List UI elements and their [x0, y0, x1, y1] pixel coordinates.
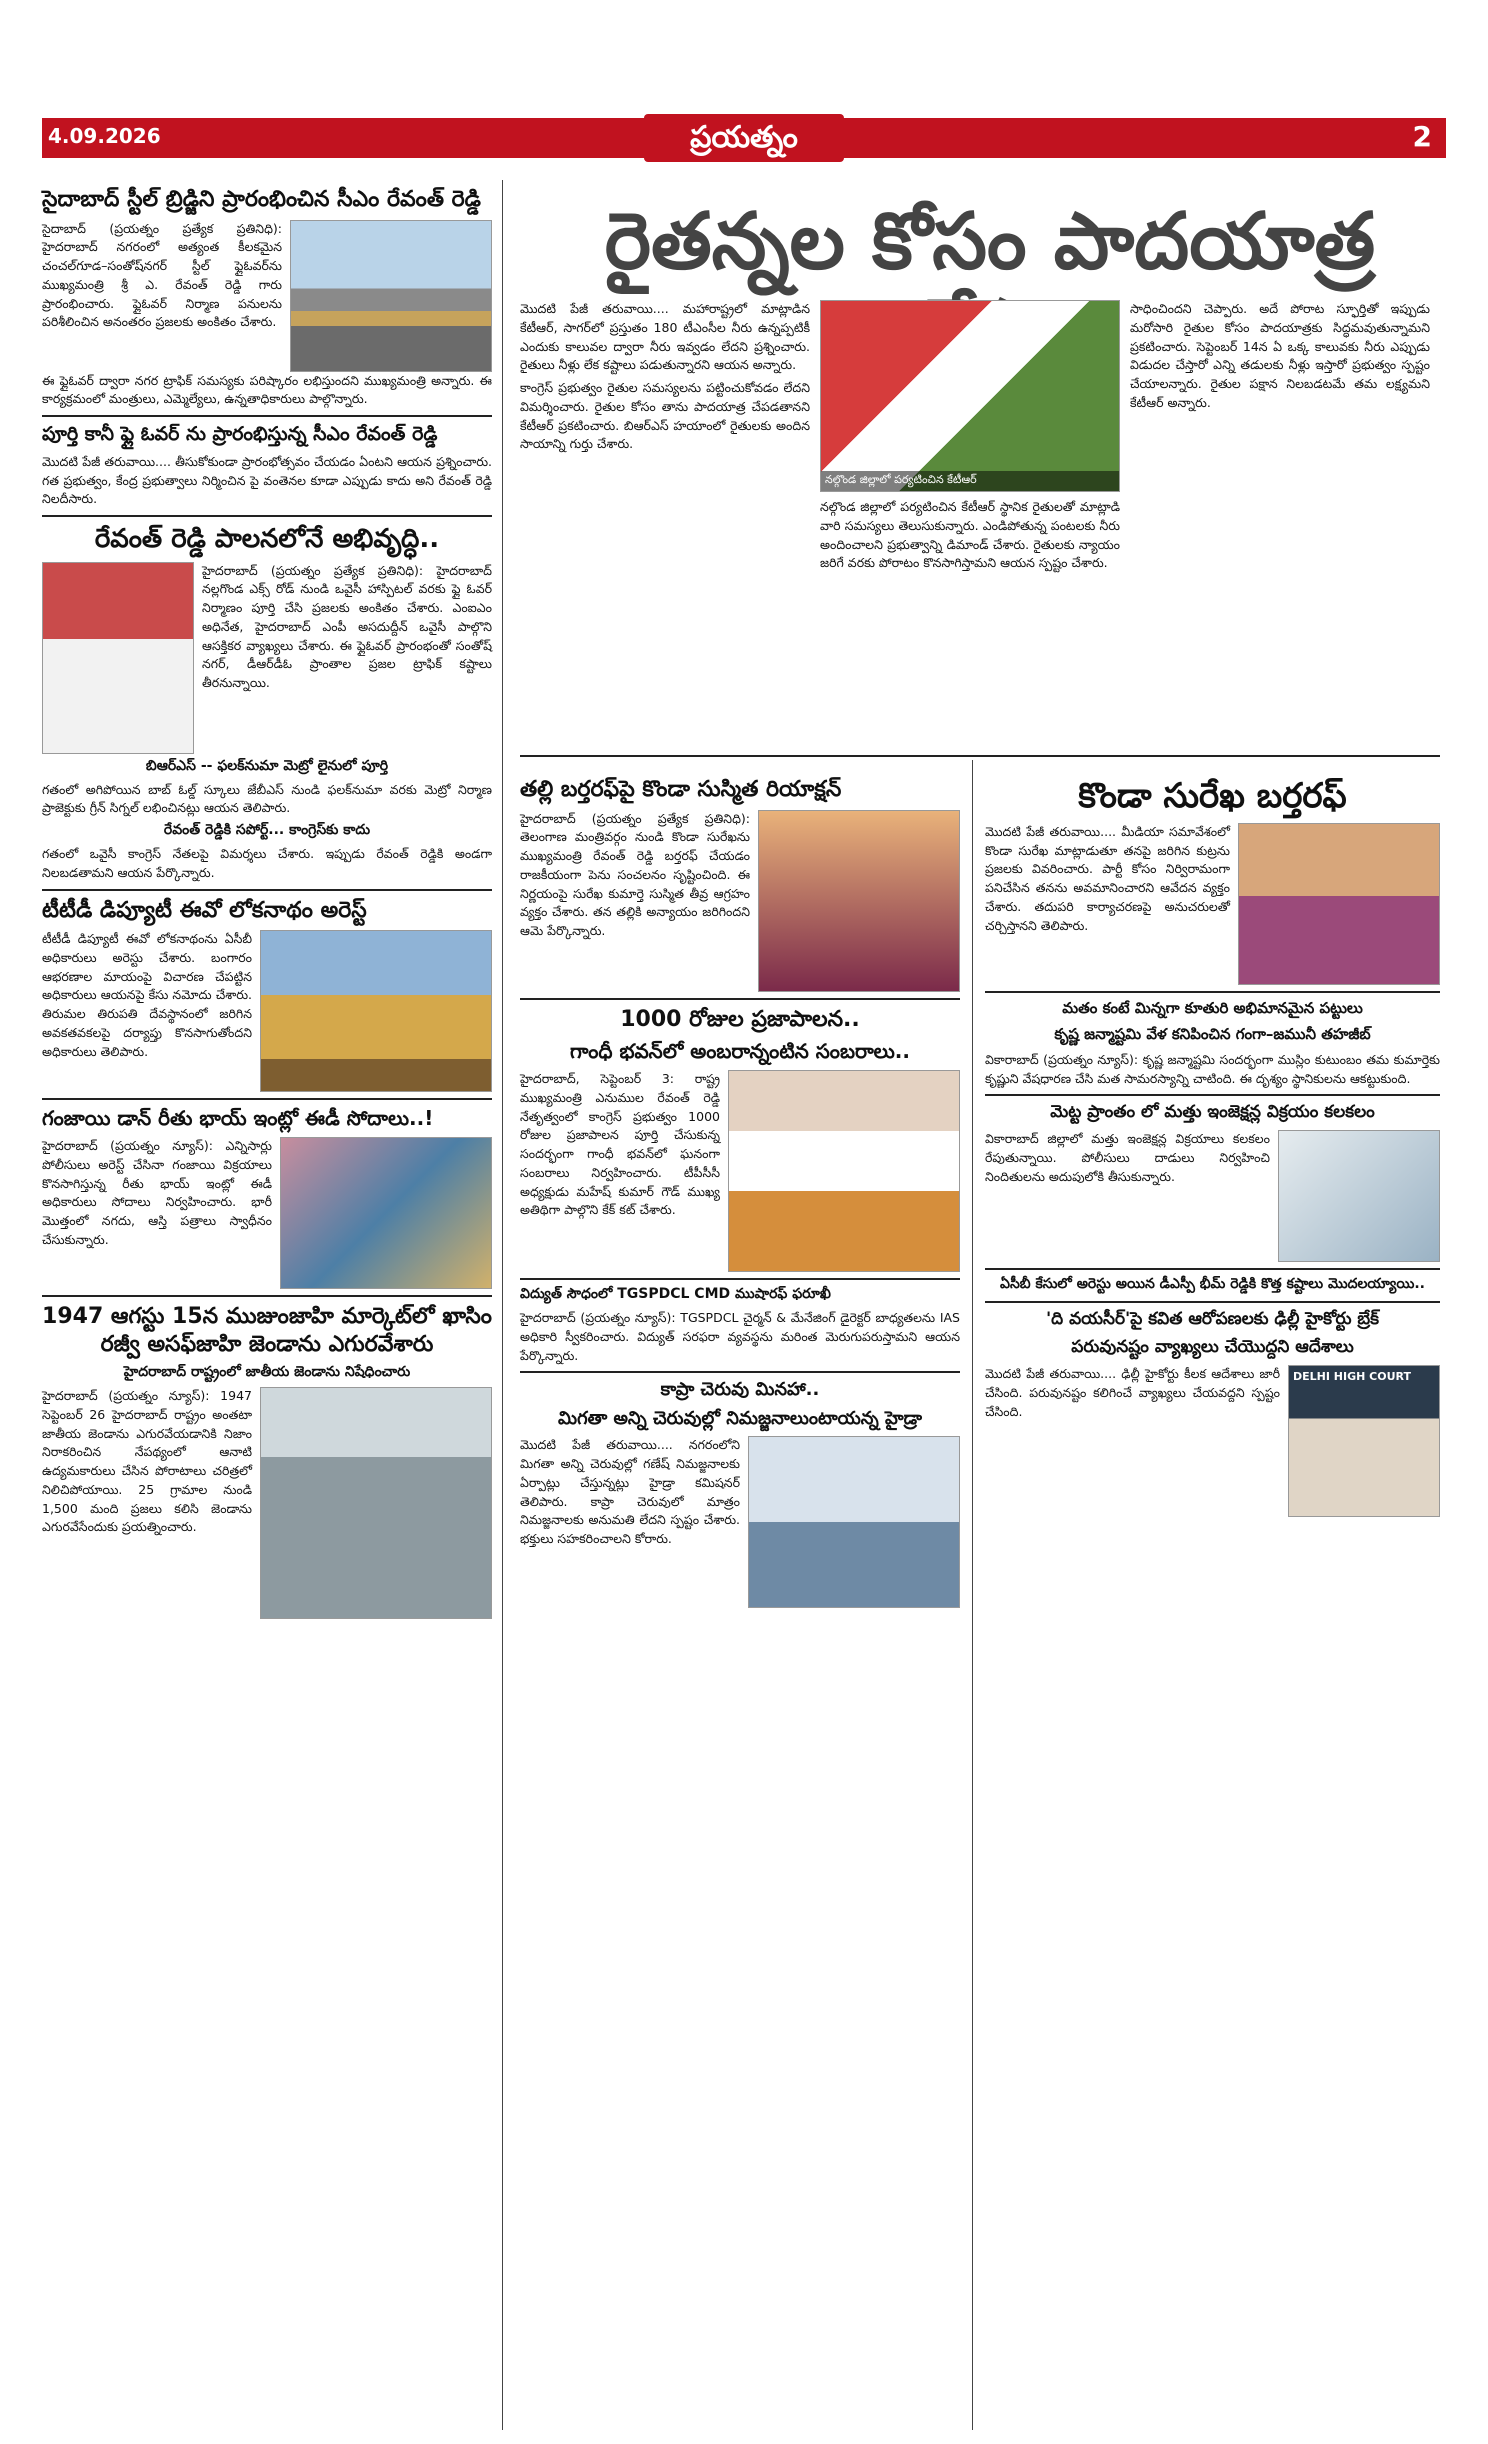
article-title: మతం కంటే మిన్నగా కూతురి అభిమానమైన పట్టులు: [1062, 998, 1363, 1017]
divider: [42, 515, 492, 517]
column-right: [985, 770, 1440, 1517]
page-number: 2: [1412, 120, 1432, 153]
column-separator: [972, 760, 973, 2430]
divider: [985, 1268, 1440, 1270]
ktr-photo: [820, 300, 1120, 492]
article-text: హైదరాబాద్ (ప్రయత్నం న్యూస్): ఎన్నిసార్లు పోలీసులు అరెస్ట్ చేసినా గంజాయి విక్రయాలు కొనసాగిస్తున్న రీతు భాయ్ ఇంట్లో ఈడీ అధికారులు సోదాలు నిర్వహించారు. భారీ మొత్తంలో నగదు, ఆస్తి పత్రాలు స్వాధీనం చేసుకున్నారు.: [42, 1138, 272, 1247]
article-subheading: గాంధీ భవన్‌లో అంబరాన్నంటిన సంబరాలు..: [570, 1039, 910, 1063]
divider: [985, 1094, 1440, 1096]
article-subheading: హైదరాబాద్ రాష్ట్రంలో జాతీయ జెండాను నిషేధించారు: [123, 1364, 411, 1380]
article-text: సైదాబాద్ (ప్రయత్నం ప్రత్యేక ప్రతినిధి): హైదరాబాద్ నగరంలో అత్యంత కీలకమైన చంచల్‌గూడ–సంతోష్‌నగర్ స్టీల్ ఫ్లైఓవర్‌ను ముఖ్యమంత్రి శ్రీ ఎ. రేవంత్ రెడ్డి గారు ప్రారంభించారు. ఫ్లైఓవర్ నిర్మాణ పనులను పరిశీలించిన అనంతరం ప్రజలకు అంకితం చేశారు.: [42, 220, 282, 330]
article-title: 1000 రోజుల ప్రజాపాలన..: [620, 1006, 860, 1032]
article-text: నల్గొండ జిల్లాలో పర్యటించిన కేటీఆర్ స్థానిక రైతులతో మాట్లాడి వారి సమస్యలు తెలుసుకున్నారు. ఎండిపోతున్న పంటలకు నీరు అందించాలని ప్రభుత్వాన్ని డిమాండ్ చేశారు. రైతులకు న్యాయం జరిగే వరకు పోరాటం కొనసాగిస్తామని ఆయన స్పష్టం చేశారు.: [820, 499, 1120, 571]
article-title: తల్లి బర్తరఫ్‌పై కొండా సుస్మిత రియాక్షన్: [520, 777, 842, 802]
article-text: కాంగ్రెస్ ప్రభుత్వం రైతుల సమస్యలను పట్టించుకోవడం లేదని విమర్శించారు. రైతుల కోసం తాను పాదయాత్ర చేపడతానని కేటీఆర్ ప్రకటించారు. బిఆర్ఎస్ హయాంలో రైతులకు అందిన సాయాన్ని గుర్తు చేశారు.: [520, 380, 810, 452]
article-subheading: రేవంత్ రెడ్డికి సపోర్ట్... కాంగ్రెస్‌కు కాదు: [163, 822, 371, 838]
divider: [985, 991, 1440, 993]
court-sign-text: DELHI HIGH COURT: [1293, 1370, 1411, 1384]
article-text: మొదటి పేజీ తరువాయి.... ఢిల్లీ హైకోర్టు కీలక ఆదేశాలు జారీ చేసింది. పరువునష్టం కలిగించే వ్యాఖ్యలు చేయవద్దని స్పష్టం చేసింది.: [985, 1366, 1280, 1419]
meeting-photo: [748, 1436, 960, 1608]
article-text: హైదరాబాద్ (ప్రయత్నం న్యూస్): 1947 సెప్టెంబర్ 26 హైదరాబాద్ రాష్ట్రం అంతటా జాతీయ జెండాను ఎగురవేయడానికి నిజాం నిరాకరించిన నేపథ్యంలో ఆనాటి ఉద్యమకారులు చేసిన పోరాటాలు చరిత్రలో నిలిచిపోయాయి. 25 గ్రామాల నుండి 1,500 మంది ప్రజలు కలిసి జెండాను ఎగురవేసేందుకు ప్రయత్నించారు.: [42, 1388, 252, 1535]
article-text: గతంలో ఒవైసీ కాంగ్రెస్ నేతలపై విమర్శలు చేశారు. ఇప్పుడు రేవంత్ రెడ్డికి అండగా నిలబడతామని ఆయన పేర్కొన్నారు.: [42, 846, 492, 880]
column-left: [42, 180, 492, 1619]
newspaper-logo: ప్రయత్నం: [644, 114, 844, 162]
column-middle: [520, 770, 960, 1608]
surekha-photo: [1238, 823, 1440, 985]
article-text: గతంలో అగిపోయిన బాబ్ ఓల్డ్ స్కూలు జేబీఎస్ నుండి ఫలక్‌నుమా వరకు మెట్రో నిర్మాణ ప్రాజెక్టుకు గ్రీన్ సిగ్నల్ లభించినట్లు ఆయన తెలిపారు.: [42, 781, 492, 816]
article-text: టీటీడీ డిప్యూటీ ఈవో లోకనాథంను ఏసీబీ అధికారులు అరెస్టు చేశారు. బంగారం ఆభరణాల మాయంపై విచారణ చేపట్టిన అధికారులు ఆయనపై కేసు నమోదు చేశారు. తిరుమల తిరుపతి దేవస్థానంలో జరిగిన అవకతవకలపై దర్యాప్తు కొనసాగుతోందని అధికారులు తెలిపారు.: [42, 931, 252, 1059]
divider: [520, 1371, 960, 1373]
article-text: వికారాబాద్ (ప్రయత్నం న్యూస్): కృష్ణ జన్మాష్టమి సందర్భంగా ముస్లిం కుటుంబం తమ కుమార్తెకు కృష్ణుని వేషధారణ చేసి మత సామరస్యాన్ని చాటింది. ఈ దృశ్యం స్థానికులను ఆకట్టుకుంది.: [985, 1051, 1440, 1086]
article-title: రేవంత్ రెడ్డి పాలనలోనే అభివృద్ధి..: [94, 524, 440, 554]
article-subheading: పరువునష్టం వ్యాఖ్యలు చేయొద్దని ఆదేశాలు: [1071, 1337, 1354, 1358]
article-text: హైదరాబాద్, సెప్టెంబర్ 3: రాష్ట్ర ముఖ్యమంత్రి ఎనుముల రేవంత్ రెడ్డి నేతృత్వంలో కాంగ్రెస్ ప్రభుత్వం 1000 రోజుల ప్రజాపాలన పూర్తి చేసుకున్న సందర్భంగా గాంధీ భవన్‌లో ఘనంగా సంబరాలు నిర్వహించారు. టీపీసీసీ అధ్యక్షుడు మహేష్ కుమార్ గౌడ్ ముఖ్య అతిథిగా పాల్గొని కేక్ కట్ చేశారు.: [520, 1071, 720, 1218]
article-text: మొదటి పేజీ తరువాయి.... నగరంలోని మిగతా అన్ని చెరువుల్లో గణేష్ నిమజ్జనాలకు ఏర్పాట్లు చేస్తున్నట్లు హైడ్రా కమిషనర్ తెలిపారు. కాప్రా చెరువులో మాత్రం నిమజ్జనాలకు అనుమతి లేదని స్పష్టం చేశారు. భక్తులు సహకరించాలని కోరారు.: [520, 1437, 740, 1546]
lead-story: [520, 300, 1440, 577]
article-title: విద్యుత్ సౌధంలో TGSPDCL CMD ముషారఫ్ ఫరూఖీ: [520, 1286, 831, 1302]
article-subheading: కృష్ణ జన్మాష్టమి వేళ కనిపించిన గంగా–జమునీ తహజీబ్: [1054, 1024, 1371, 1043]
article-title: టీటీడీ డిప్యూటీ ఈవో లోకనాథం అరెస్ట్: [42, 897, 367, 923]
article-title: పూర్తి కానీ ఫ్లై ఓవర్ ను ప్రారంభిస్తున్న సీఎం రేవంత్ రెడ్డి: [42, 423, 438, 445]
court-photo: [1288, 1365, 1440, 1517]
article-text: హైదరాబాద్ (ప్రయత్నం న్యూస్): TGSPDCL చైర్మన్ & మేనేజింగ్ డైరెక్టర్ బాధ్యతలను IAS అధికారి స్వీకరించారు. విద్యుత్ సరఫరా వ్యవస్థను మరింత మెరుగుపరుస్తామని ఆయన పేర్కొన్నారు.: [520, 1310, 960, 1363]
divider: [42, 889, 492, 891]
article-text: ఈ ఫ్లైఓవర్ ద్వారా నగర ట్రాఫిక్ సమస్యకు పరిష్కారం లభిస్తుందని ముఖ్యమంత్రి అన్నారు. ఈ కార్యక్రమంలో మంత్రులు, ఎమ్మెల్యేలు, ఉన్నతాధికారులు పాల్గొన్నారు.: [42, 372, 492, 407]
article-title: 'ది వయసీర్‌'పై కవిత ఆరోపణలకు ఢిల్లీ హైకోర్టు బ్రేక్: [1045, 1309, 1380, 1330]
main-headline: రైతన్నల కోసం పాదయాత్ర: [604, 197, 1376, 287]
article-text: మొదటి పేజీ తరువాయి.... మీడియా సమావేశంలో కొండా సురేఖ మాట్లాడుతూ తనపై జరిగిన కుట్రను ప్రజలకు వివరించారు. పార్టీ కోసం నిర్విరామంగా పనిచేసిన తనను అవమానించారని ఆవేదన వ్యక్తం చేశారు. తదుపరి కార్యాచరణపై అనుచరులతో చర్చిస్తానని తెలిపారు.: [985, 823, 1230, 933]
temple-photo: [260, 930, 492, 1092]
woman-photo: [758, 810, 960, 992]
statue-photo: [260, 1387, 492, 1619]
speaker-photo: [42, 562, 194, 754]
vials-photo: [1278, 1130, 1440, 1262]
article-title: కొండా సురేఖ బర్తరఫ్: [1078, 776, 1347, 816]
divider: [42, 1098, 492, 1100]
photo-caption: నల్గొండ జిల్లాలో పర్యటించిన కేటీఆర్: [821, 471, 1119, 491]
article-text: మొదటి పేజీ తరువాయి.... మహారాష్ట్రలో మాట్లాడిన కేటీఆర్, సాగర్‌లో ప్రస్తుతం 180 టీఎంసీల నీరు ఉన్నప్పటికీ ఎందుకు కాలువల ద్వారా నీరు ఇవ్వడం లేదని ప్రశ్నించారు. రైతులు నీళ్లు లేక కష్టాలు పడుతున్నారని ఆయన అన్నారు.: [520, 301, 810, 373]
article-title: ఏసీబీ కేసులో అరెస్టు అయిన డీఎస్పీ భీమ్ రెడ్డికి కొత్త కష్టాలు మొదలయ్యాయి..: [1000, 1276, 1425, 1293]
article-subheading: బిఆర్ఎస్ -- ఫలక్‌నుమా మెట్రో లైనులో పూర్తి: [145, 757, 389, 774]
masthead: [42, 118, 1446, 158]
divider: [520, 1278, 960, 1280]
column-separator: [502, 180, 503, 2430]
article-text: హైదరాబాద్ (ప్రయత్నం ప్రత్యేక ప్రతినిధి): తెలంగాణ మంత్రివర్గం నుండి కొండా సురేఖను ముఖ్యమంత్రి రేవంత్ రెడ్డి బర్తరఫ్ చేయడం రాజకీయంగా పెను సంచలనం సృష్టించింది. ఈ నిర్ణయంపై సురేఖ కుమార్తె సుస్మిత తీవ్ర ఆగ్రహం వ్యక్తం చేశారు. తన తల్లికి అన్యాయం జరిగిందని ఆమె పేర్కొన్నారు.: [520, 810, 750, 938]
money-photo: [280, 1137, 492, 1289]
flyover-photo: [290, 220, 492, 372]
article-title: మెట్ట ప్రాంతం లో మత్తు ఇంజెక్షన్ల విక్రయం కలకలం: [1050, 1102, 1375, 1123]
divider: [520, 998, 960, 1000]
article-text: హైదరాబాద్ (ప్రయత్నం ప్రత్యేక ప్రతినిధి): హైదరాబాద్ నల్లగొండ ఎక్స్ రోడ్ నుండి ఒవైసీ హాస్పిటల్ వరకు ఫ్లై ఓవర్ నిర్మాణం పూర్తి చేసి ప్రజలకు అంకితం చేశారు. ఎంఐఎం అధినేత, హైదరాబాద్ ఎంపీ అసదుద్దీన్ ఒవైసీ పాల్గొని ఆసక్తికర వ్యాఖ్యలు చేశారు. ఈ ఫ్లైఓవర్ ప్రారంభంతో సంతోష్ నగర్, డీఆర్‌డీఓ ప్రాంతాల ప్రజల ట్రాఫిక్ కష్టాలు తీరనున్నాయి.: [202, 562, 492, 690]
article-subheading: మిగతా అన్ని చెరువుల్లో నిమజ్జనాలుంటాయన్న హైడ్రా: [558, 1407, 922, 1429]
divider: [985, 1301, 1440, 1303]
divider: [42, 415, 492, 417]
divider: [520, 755, 1440, 757]
article-text: వికారాబాద్ జిల్లాలో మత్తు ఇంజెక్షన్ల విక్రయాలు కలకలం రేపుతున్నాయి. పోలీసులు దాడులు నిర్వహించి నిందితులను అదుపులోకి తీసుకున్నారు.: [985, 1131, 1270, 1184]
article-title: సైదాబాద్ స్టీల్ బ్రిడ్జిని ప్రారంభించిన సీఎం రేవంత్ రెడ్డి: [42, 187, 481, 212]
group-photo: [728, 1070, 960, 1272]
article-title: గంజాయి డాన్ రీతు భాయ్ ఇంట్లో ఈడీ సోదాలు..!: [42, 1106, 434, 1130]
article-title: కాప్రా చెరువు మినహా..: [660, 1379, 820, 1401]
article-title: 1947 ఆగస్టు 15న ముజుంజాహి మార్కెట్‌లో ఖాసిం రజ్వీ అసఫ్‌జాహి జెండాను ఎగురవేశారు: [42, 1304, 492, 1357]
article-text: సాధించిందని చెప్పారు. అదే పోరాట స్ఫూర్తితో ఇప్పుడు మరోసారి రైతుల కోసం పాదయాత్రకు సిద్ధమవుతున్నామని ప్రకటించారు. సెప్టెంబర్ 14న ఏ ఒక్క కాలువకు నీరు ఎప్పుడు విడుదల చేస్తారో ఎన్ని తడులకు నీళ్లు ఇస్తారో ప్రభుత్వం స్పష్టం చేయాలన్నారు. రైతుల పక్షాన నిలబడటమే తమ లక్ష్యమని కేటీఆర్ అన్నారు.: [1130, 301, 1430, 410]
divider: [42, 1295, 492, 1297]
issue-date: 4.09.2026: [48, 124, 161, 148]
article-text: మొదటి పేజీ తరువాయి.... తీసుకోకుండా ప్రారంభోత్సవం చేయడం ఏంటని ఆయన ప్రశ్నించారు. గత ప్రభుత్వం, కేంద్ర ప్రభుత్వాలు నిర్మించిన పై వంతెనల కూడా ఎప్పుడు కాదు అని రేవంత్ రెడ్డి నిలదీసారు.: [42, 453, 492, 507]
